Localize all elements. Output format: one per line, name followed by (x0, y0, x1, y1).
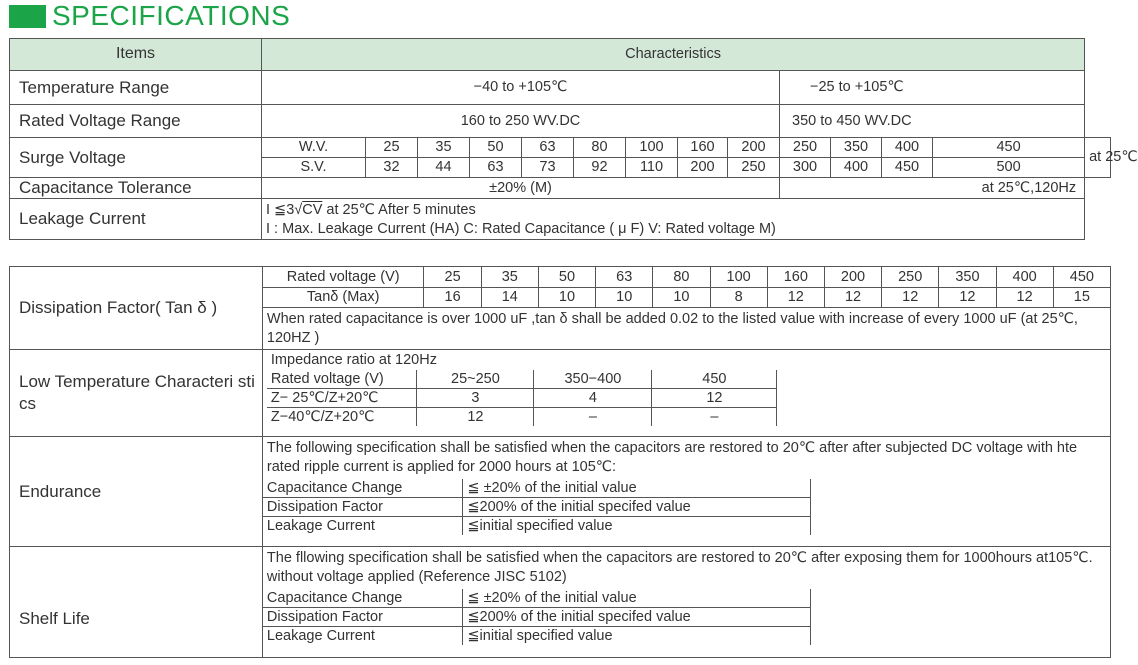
df-voltage: 25 (424, 267, 481, 288)
sv-value: 92 (574, 158, 626, 178)
spec-table-secondary (9, 266, 1111, 658)
sv-value: 300 (780, 158, 831, 178)
df-voltage: 80 (653, 267, 710, 288)
df-rated-voltage-label: Rated voltage (V) (262, 267, 424, 288)
impedance-table (267, 370, 778, 426)
df-tan-value: 16 (424, 288, 481, 308)
endurance-content (262, 437, 1110, 547)
sv-value: 44 (418, 158, 470, 178)
lt-head: 350−400 (534, 370, 652, 389)
df-voltage: 450 (1053, 267, 1110, 288)
shelf-life-table (263, 589, 812, 645)
impedance-ratio-title: Impedance ratio at 120Hz (270, 352, 437, 368)
spec-table-main (9, 38, 1138, 240)
rated-voltage-range-label: Rated Voltage Range (10, 105, 262, 138)
leakage-formula-suffix: at 25℃ After 5 minutes (322, 202, 476, 218)
sv-value: 32 (366, 158, 418, 178)
endurance-table (263, 479, 812, 535)
shelf-life-label: Shelf Life (10, 547, 263, 658)
section-title: SPECIFICATIONS (52, 0, 291, 31)
sv-label: S.V. (262, 158, 366, 178)
sv-value: 250 (728, 158, 780, 178)
end-item: Leakage Current (263, 517, 463, 536)
items-header: Items (10, 39, 262, 71)
capacitance-tolerance-value: ±20% (M) (262, 178, 780, 199)
wv-label: W.V. (262, 138, 366, 158)
low-temperature-content (262, 350, 1110, 437)
wv-value: 160 (678, 138, 728, 158)
wv-value: 35 (418, 138, 470, 158)
df-tan-value: 15 (1053, 288, 1110, 308)
wv-value: 350 (831, 138, 882, 158)
lt-row2-value: – (534, 408, 652, 427)
end-value: ≦ ±20% of the initial value (463, 479, 811, 498)
df-tan-value: 10 (653, 288, 710, 308)
temperature-range-high: −25 to +105℃ (780, 71, 1085, 105)
shelf-item: Capacitance Change (263, 589, 463, 608)
df-tan-value: 12 (996, 288, 1053, 308)
end-value: ≦initial specified value (463, 517, 811, 536)
wv-value: 63 (522, 138, 574, 158)
wv-value: 25 (366, 138, 418, 158)
shelf-life-text: The fllowing specification shall be satisfied when the capacitors are restored to 20℃ after exposing them for 1000hours at105℃. without voltage applied (Reference JISC 5102) (266, 550, 1093, 585)
lt-row2-value: 12 (417, 408, 534, 427)
green-square-icon (9, 5, 46, 28)
shelf-item: Leakage Current (263, 627, 463, 646)
characteristics-header: Characteristics (262, 39, 1085, 71)
lt-head: 450 (652, 370, 777, 389)
endurance-label: Endurance (10, 437, 263, 547)
low-temperature-label: Low Temperature Characteri sti cs (10, 350, 263, 437)
lt-row1-value: 4 (534, 389, 652, 408)
df-tan-value: 12 (767, 288, 824, 308)
lt-head: Rated voltage (V) (267, 370, 417, 389)
df-tan-label: Tanδ (Max) (262, 288, 424, 308)
lt-row2-label: Z−40℃/Z+20℃ (267, 408, 417, 427)
df-tan-value: 12 (824, 288, 881, 308)
end-item: Capacitance Change (263, 479, 463, 498)
end-item: Dissipation Factor (263, 498, 463, 517)
shelf-item: Dissipation Factor (263, 608, 463, 627)
df-voltage: 100 (710, 267, 767, 288)
wv-value: 50 (470, 138, 522, 158)
sv-value: 73 (522, 158, 574, 178)
sv-value: 63 (470, 158, 522, 178)
wv-value: 400 (882, 138, 933, 158)
leakage-current-formula (262, 199, 1085, 240)
df-tan-value: 14 (481, 288, 538, 308)
lt-row1-value: 12 (652, 389, 777, 408)
temperature-range-low: −40 to +105℃ (262, 71, 780, 105)
df-tan-value: 12 (939, 288, 996, 308)
sv-value: 500 (933, 158, 1085, 178)
shelf-value: ≦200% of the initial specifed value (463, 608, 811, 627)
rated-voltage-range-low: 160 to 250 WV.DC (262, 105, 780, 138)
shelf-value: ≦ ±20% of the initial value (463, 589, 811, 608)
dissipation-factor-label: Dissipation Factor( Tan δ ) (10, 267, 263, 350)
df-voltage: 200 (824, 267, 881, 288)
surge-note: at 25℃ (1085, 138, 1111, 178)
sv-value: 200 (678, 158, 728, 178)
wv-value: 200 (728, 138, 780, 158)
sv-value: 110 (626, 158, 678, 178)
leakage-current-legend: I : Max. Leakage Current (HA) C: Rated Capacitance ( μ F) V: Rated voltage M) (266, 221, 776, 237)
df-tan-value: 10 (596, 288, 653, 308)
df-voltage: 35 (481, 267, 538, 288)
df-voltage: 50 (538, 267, 595, 288)
capacitance-tolerance-label: Capacitance Tolerance (10, 178, 262, 199)
end-value: ≦200% of the initial specifed value (463, 498, 811, 517)
df-note: When rated capacitance is over 1000 uF ,tan δ shall be added 0.02 to the listed value with increase of every 1000 uF (at 25℃, 120HZ ) (262, 308, 1110, 350)
wv-value: 250 (780, 138, 831, 158)
surge-voltage-label: Surge Voltage (10, 138, 262, 178)
wv-value: 80 (574, 138, 626, 158)
df-tan-value: 8 (710, 288, 767, 308)
capacitance-tolerance-note: at 25℃,120Hz (780, 178, 1085, 199)
shelf-life-content (262, 547, 1110, 658)
endurance-text: The following specification shall be satisfied when the capacitors are restored to 20℃ after after subjected DC voltage with hte rated ripple current is applied for 2000 hours at 105℃: (266, 440, 1078, 475)
wv-value: 450 (933, 138, 1085, 158)
leakage-formula-prefix: I ≦3√ (266, 202, 303, 218)
df-voltage: 63 (596, 267, 653, 288)
lt-head: 25~250 (417, 370, 534, 389)
wv-value: 100 (626, 138, 678, 158)
sv-value: 400 (831, 158, 882, 178)
df-voltage: 250 (882, 267, 939, 288)
lt-row1-value: 3 (417, 389, 534, 408)
sv-value: 450 (882, 158, 933, 178)
df-voltage: 160 (767, 267, 824, 288)
df-voltage: 350 (939, 267, 996, 288)
shelf-value: ≦initial specified value (463, 627, 811, 646)
lt-row2-value: – (652, 408, 777, 427)
df-tan-value: 10 (538, 288, 595, 308)
section-header (9, 0, 290, 32)
df-tan-value: 12 (882, 288, 939, 308)
leakage-current-label: Leakage Current (10, 199, 262, 240)
rated-voltage-range-high: 350 to 450 WV.DC (780, 105, 1085, 138)
lt-row1-label: Z− 25℃/Z+20℃ (267, 389, 417, 408)
temperature-range-label: Temperature Range (10, 71, 262, 105)
df-voltage: 400 (996, 267, 1053, 288)
leakage-formula-cv: CV (302, 202, 323, 218)
